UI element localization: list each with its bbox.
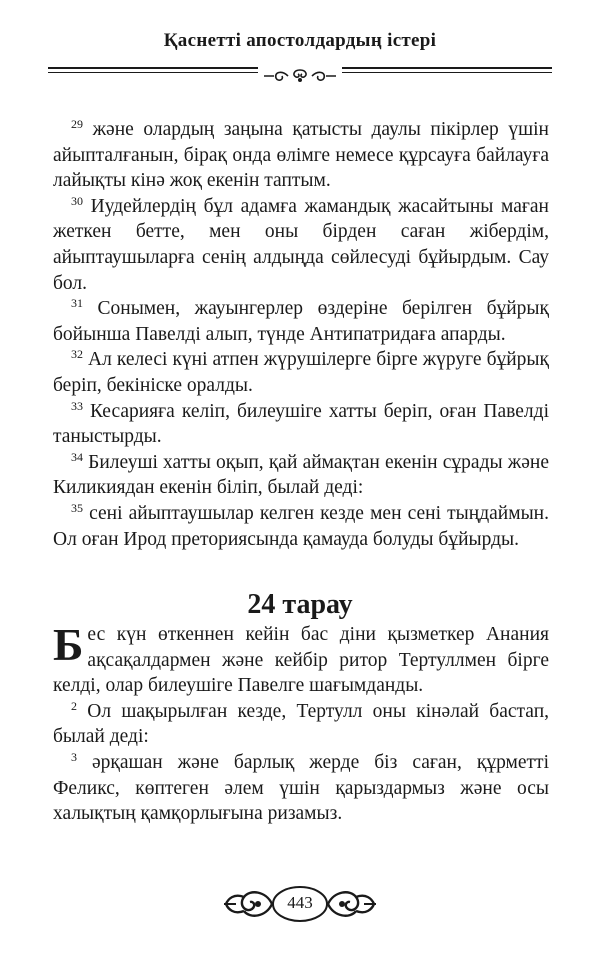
verse-33 [53,399,549,450]
verse-number: 29 [71,117,83,131]
verses-block-24 [53,619,549,827]
verse-text: ес күн өткеннен кейін бас діни қызметкер Анания ақсақалдармен және кейбір ритор Тертуллмен бірге келді, олар билеушіге Павелге шағымданды. [53,624,549,697]
verse-text: әрқашан және барлық жерде біз саған, құрметті Феликс, көптеген әлем үшін қарыздармыз және осы халықтың қамқорлығына ризамыз. [53,751,549,825]
verse-text: Сонымен, жауынгерлер өздеріне берілген бұйрық бойынша Павелді алып, түнде Антипатридаға апарды. [53,298,549,345]
verses-block-23 [53,117,549,552]
chapter-title: 24 тарау [247,589,353,620]
verse-text: Ол шақырылған кезде, Тертулл оны кінәлай бастап, былай деді: [53,700,549,748]
verse-number: 34 [71,449,83,464]
verse-text: сені айыптаушылар келген кезде мен сені тыңдаймын. Ол оған Ирод преториясында қамауда болуды бұйырды. [53,502,549,550]
page-number: 443 [287,893,313,912]
verse-34 [53,450,549,501]
verse-number: 33 [71,398,83,413]
verse-number: 31 [71,296,83,311]
verse-number: 32 [71,347,83,362]
verse-text: Кесарияға келіп, билеушіге хатты беріп, оған Павелді таныстырды. [53,400,549,448]
verse-number: 3 [71,749,77,764]
verse-2 [53,699,549,750]
verse-text: және олардың заңына қатысты даулы пікірлер үшін айыпталғанын, бірақ онда өлімге немесе құрсауға байлауға лайықты кінә жоқ екенін таптым. [53,119,549,192]
verse-text: Билеуші хатты оқып, қай аймақтан екенін сұрады және Киликиядан екенін біліп, былай деді: [53,451,549,499]
verse-text: Ал келесі күні атпен жүрушілерге бірге жүруге бұйрық беріп, бекініске оралды. [53,349,549,396]
verse-number: 2 [71,698,77,713]
verse-35 [53,501,549,552]
verse-number: 30 [71,193,83,208]
verse-32 [53,347,549,398]
verse-3 [53,750,549,827]
verse-29 [53,117,549,194]
running-header-title: Қаснетті апостолдардың істері [163,30,437,51]
verse-text: Иудейлердің бұл адамға жамандық жасайтыны маған жеткен бетте, мен оны бірден саған жібердім, айыптаушыларға сенің алдыңда сөйлесуді бұйырдым. Сау бол. [53,195,549,294]
verse-number: 35 [71,500,83,515]
verse-30 [53,194,549,296]
verse-1 [53,619,549,699]
header-ornament-icon [258,66,342,86]
drop-cap: Б [53,619,84,670]
verse-31 [53,296,549,347]
